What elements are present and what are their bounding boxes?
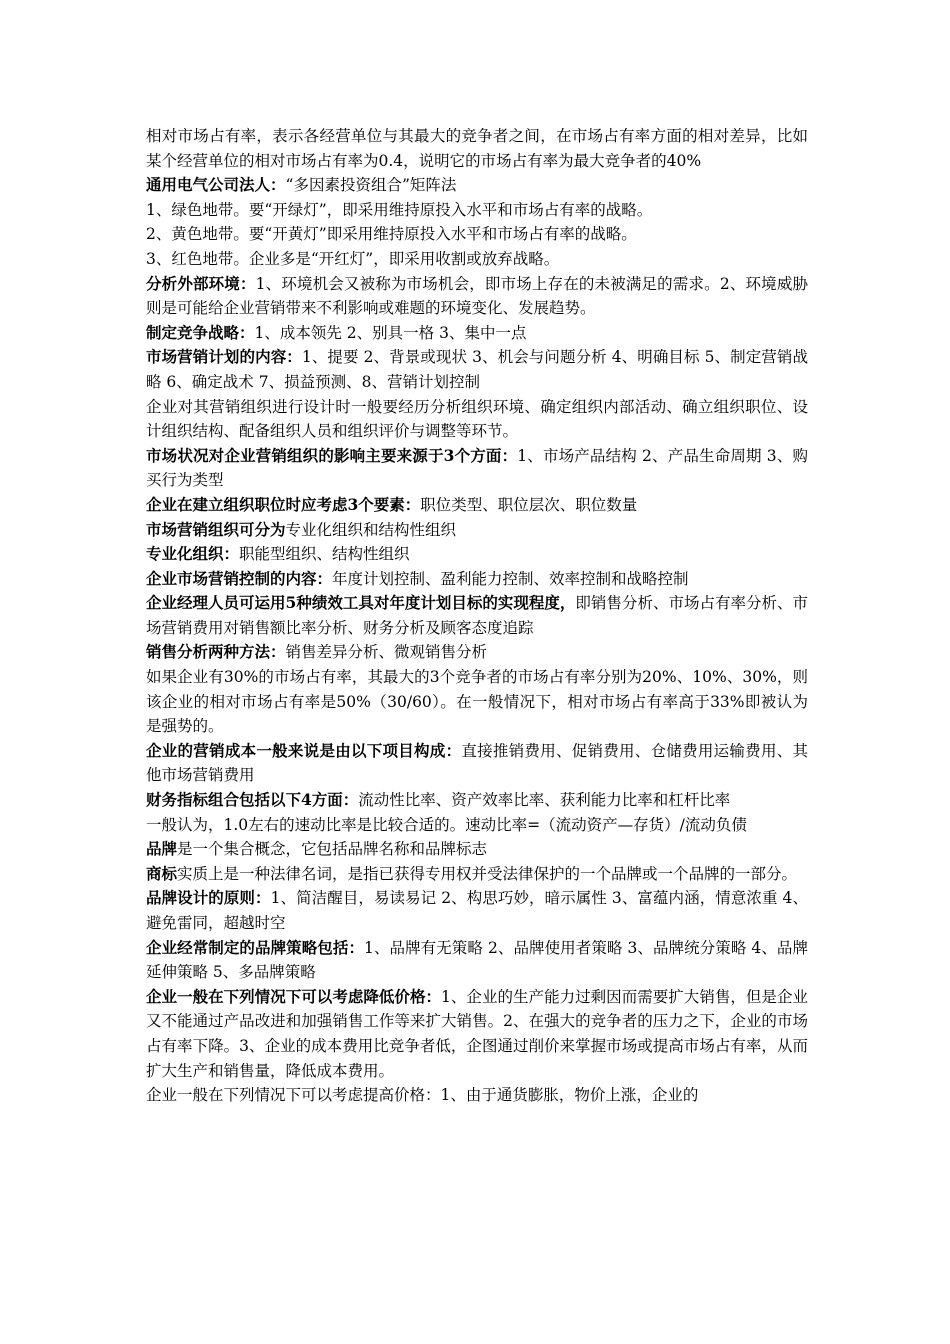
paragraph-19: 财务指标组合包括以下4方面：流动性比率、资产效率比率、获利能力比率和杠杆比率: [146, 790, 731, 810]
paragraph-11: 企业在建立组织职位时应考虑3个要素：职位类型、职位层次、职位数量: [146, 494, 638, 514]
paragraph-15: 企业经理人员可运用5种绩效工具对年度计划目标的实现程度，即销售分析、市场占有率分析、市场营销费用对销售额比率分析、财务分析及顾客态度追踪: [146, 593, 808, 637]
paragraph-18: 企业的营销成本一般来说是由以下项目构成：直接推销费用、促销费用、仓储费用运输费用、其他市场营销费用: [146, 740, 808, 785]
paragraph-5: 3、红色地带。企业多是“开红灯”，即采用收割或放弃战略。: [146, 249, 560, 268]
paragraph-25: 企业一般在下列情况下可以考虑降低价格：1、企业的生产能力过剩因而需要扩大销售，但是企业又不能通过产品改进和加强销售工作等来扩大销售。2、在强大的竞争者的压力之下，企业的市场占有率下降。3、企业的成本费用比竞争者低，企图通过削价来掌握市场或提高市场占有率，从而扩大生产和销售量，降低成本费用。: [146, 986, 808, 1080]
paragraph-3: 1、绿色地带。要“开绿灯”，即采用维持原投入水平和市场占有率的战略。: [146, 200, 653, 219]
paragraph-10: 市场状况对企业营销组织的影响主要来源于3个方面：1、市场产品结构 2、产品生命周期 3、购买行为类型: [146, 445, 808, 490]
paragraph-23: 品牌设计的原则：1、简洁醒目，易读易记 2、构思巧妙，暗示属性 3、富蕴内涵，情意浓重 4、避免雷同，超越时空: [146, 888, 808, 932]
paragraph-20: 一般认为，1.0左右的速动比率是比较合适的。速动比率=（流动资产—存货）/流动负债: [146, 815, 747, 834]
paragraph-8: 市场营销计划的内容：1、提要 2、背景或现状 3、机会与问题分析 4、明确目标 5、制定营销战略 6、确定战术 7、损益预测、8、营销计划控制: [146, 347, 808, 391]
paragraph-2: 通用电气公司法人：“多因素投资组合”矩阵法: [146, 175, 457, 195]
paragraph-14: 企业市场营销控制的内容：年度计划控制、盈利能力控制、效率控制和战略控制: [146, 568, 689, 588]
paragraph-13: 专业化组织：职能型组织、结构性组织: [146, 544, 410, 564]
paragraph-16: 销售分析两种方法：销售差异分析、微观销售分析: [146, 642, 488, 662]
paragraph-6: 分析外部环境：1、环境机会又被称为市场机会，即市场上存在的未被满足的需求。2、环境威胁则是可能给企业营销带来不利影响或难题的环境变化、发展趋势。: [146, 273, 808, 318]
paragraph-21: 品牌是一个集合概念，它包括品牌名称和品牌标志: [146, 839, 488, 859]
paragraph-9: 企业对其营销组织进行设计时一般要经历分析组织环境、确定组织内部活动、确立组织职位、设计组织结构、配备组织人员和组织评价与调整等环节。: [146, 397, 808, 441]
paragraph-1: 相对市场占有率，表示各经营单位与其最大的竞争者之间，在市场占有率方面的相对差异，比如某个经营单位的相对市场占有率为0.4，说明它的市场占有率为最大竞争者的40%: [146, 127, 808, 170]
document-body: [146, 124, 808, 1108]
paragraph-24: 企业经常制定的品牌策略包括：1、品牌有无策略 2、品牌使用者策略 3、品牌统分策略 4、品牌延伸策略 5、多品牌策略: [146, 937, 808, 982]
paragraph-7: 制定竞争战略：1、成本领先 2、别具一格 3、集中一点: [146, 322, 527, 342]
paragraph-4: 2、黄色地带。要“开黄灯”即采用维持原投入水平和市场占有率的战略。: [146, 225, 637, 244]
paragraph-22: 商标实质上是一种法律名词，是指已获得专用权并受法律保护的一个品牌或一个品牌的一部分。: [146, 863, 798, 883]
paragraph-17: 如果企业有30%的市场占有率，其最大的3个竞争者的市场占有率分别为20%、10%、30%，则该企业的相对市场占有率是50%（30/60）。在一般情况下，相对市场占有率高于33%即被认为是强势的。: [146, 668, 808, 736]
paragraph-12: 市场营销组织可分为专业化组织和结构性组织: [146, 519, 457, 539]
paragraph-26: 企业一般在下列情况下可以考虑提高价格：1、由于通货膨胀，物价上涨，企业的: [146, 1086, 699, 1105]
